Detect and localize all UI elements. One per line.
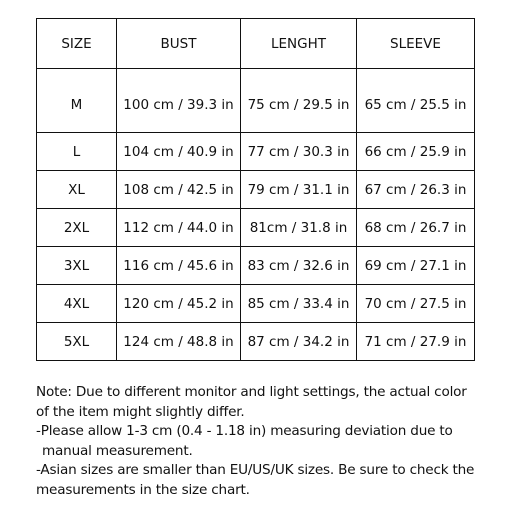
table-row <box>37 209 475 247</box>
cell-sleeve: 70 cm / 27.5 in <box>357 285 475 323</box>
table-row <box>37 285 475 323</box>
cell-sleeve: 69 cm / 27.1 in <box>357 247 475 285</box>
cell-length: 87 cm / 34.2 in <box>241 323 357 361</box>
cell-bust: 108 cm / 42.5 in <box>117 171 241 209</box>
cell-length: 83 cm / 32.6 in <box>241 247 357 285</box>
note-line: manual measurement. <box>42 442 193 459</box>
cell-bust: 120 cm / 45.2 in <box>117 285 241 323</box>
table-row <box>37 171 475 209</box>
cell-size: M <box>37 69 117 133</box>
cell-size: 5XL <box>37 323 117 361</box>
cell-sleeve: 65 cm / 25.5 in <box>357 69 475 133</box>
cell-bust: 124 cm / 48.8 in <box>117 323 241 361</box>
cell-length: 81cm / 31.8 in <box>241 209 357 247</box>
cell-length: 77 cm / 30.3 in <box>241 133 357 171</box>
cell-sleeve: 67 cm / 26.3 in <box>357 171 475 209</box>
size-chart-table <box>36 18 475 361</box>
note-line: -Asian sizes are smaller than EU/US/UK sizes. Be sure to check the <box>36 462 475 478</box>
cell-size: 3XL <box>37 247 117 285</box>
cell-bust: 100 cm / 39.3 in <box>117 69 241 133</box>
cell-bust: 116 cm / 45.6 in <box>117 247 241 285</box>
cell-length: 75 cm / 29.5 in <box>241 69 357 133</box>
table-row <box>37 247 475 285</box>
note-line: measurements in the size chart. <box>36 481 250 498</box>
header-bust: BUST <box>117 19 241 69</box>
cell-bust: 104 cm / 40.9 in <box>117 133 241 171</box>
cell-bust: 112 cm / 44.0 in <box>117 209 241 247</box>
header-sleeve: SLEEVE <box>357 19 475 69</box>
header-length: LENGHT <box>241 19 357 69</box>
cell-sleeve: 66 cm / 25.9 in <box>357 133 475 171</box>
note-line: of the item might slightly differ. <box>36 403 245 420</box>
header-size: SIZE <box>37 19 117 69</box>
cell-size: 2XL <box>37 209 117 247</box>
table-row <box>37 323 475 361</box>
cell-sleeve: 68 cm / 26.7 in <box>357 209 475 247</box>
note-line: -Please allow 1-3 cm (0.4 - 1.18 in) measuring deviation due to <box>36 423 453 439</box>
cell-size: L <box>37 133 117 171</box>
cell-size: XL <box>37 171 117 209</box>
note-line: Note: Due to different monitor and light settings, the actual color <box>36 384 467 400</box>
table-row <box>37 133 475 171</box>
table-row <box>37 69 475 133</box>
cell-size: 4XL <box>37 285 117 323</box>
cell-sleeve: 71 cm / 27.9 in <box>357 323 475 361</box>
size-notes <box>36 383 486 500</box>
cell-length: 85 cm / 33.4 in <box>241 285 357 323</box>
cell-length: 79 cm / 31.1 in <box>241 171 357 209</box>
table-header-row <box>37 19 475 69</box>
